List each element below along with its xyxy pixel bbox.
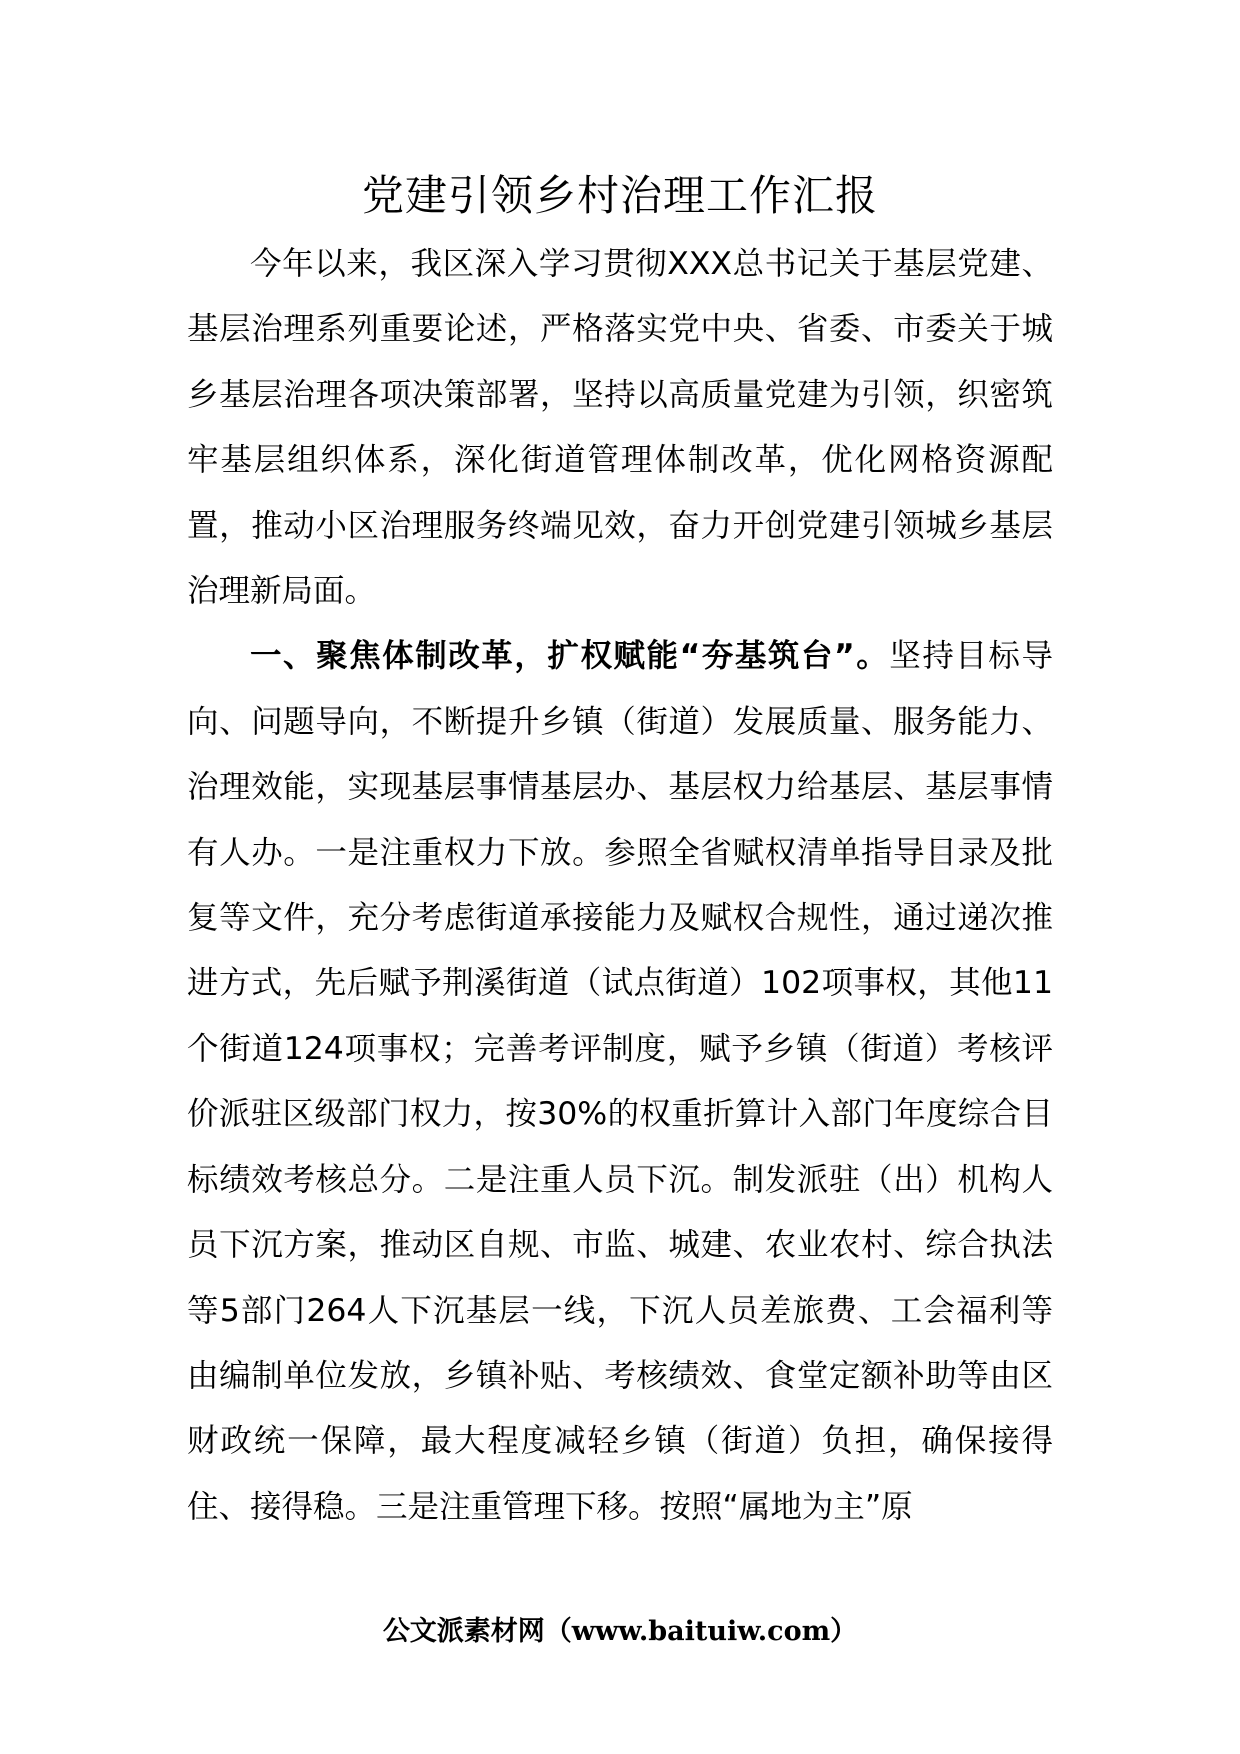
intro-paragraph: [187, 232, 1053, 624]
source-watermark: 公文派素材网（www.baituiw.com）: [382, 1616, 858, 1647]
paragraph-text: 今年以来，我区深入学习贯彻XXX总书记关于基层党建、基层治理系列重要论述，严格落实党中央、省委、市委关于城乡基层治理各项决策部署，坚持以高质量党建为引领，织密筑牢基层组织体系，深化街道管理体制改革，优化网格资源配置，推动小区治理服务终端见效，奋力开创党建引领城乡基层治理新局面。: [187, 246, 1053, 610]
paragraph-text: 坚持目标导向、问题导向，不断提升乡镇（街道）发展质量、服务能力、治理效能，实现基层事情基层办、基层权力给基层、基层事情有人办。一是注重权力下放。参照全省赋权清单指导目录及批复等文件，充分考虑街道承接能力及赋权合规性，通过递次推进方式，先后赋予荆溪街道（试点街道）102项事权，其他11个街道124项事权；完善考评制度，赋予乡镇（街道）考核评价派驻区级部门权力，按30%的权重折算计入部门年度综合目标绩效考核总分。二是注重人员下沉。制发派驻（出）机构人员下沉方案，推动区自规、市监、城建、农业农村、综合执法等5部门264人下沉基层一线，下沉人员差旅费、工会福利等由编制单位发放，乡镇补贴、考核绩效、食堂定额补助等由区财政统一保障，最大程度减轻乡镇（街道）负担，确保接得住、接得稳。三是注重管理下移。按照“属地为主”原: [187, 638, 1053, 1525]
section-heading: 一、聚焦体制改革，扩权赋能“夯基筑台”。: [250, 638, 890, 675]
document-body: [187, 232, 1053, 1540]
section-one-paragraph: [187, 624, 1053, 1540]
page-title: 党建引领乡村治理工作汇报: [361, 171, 878, 220]
